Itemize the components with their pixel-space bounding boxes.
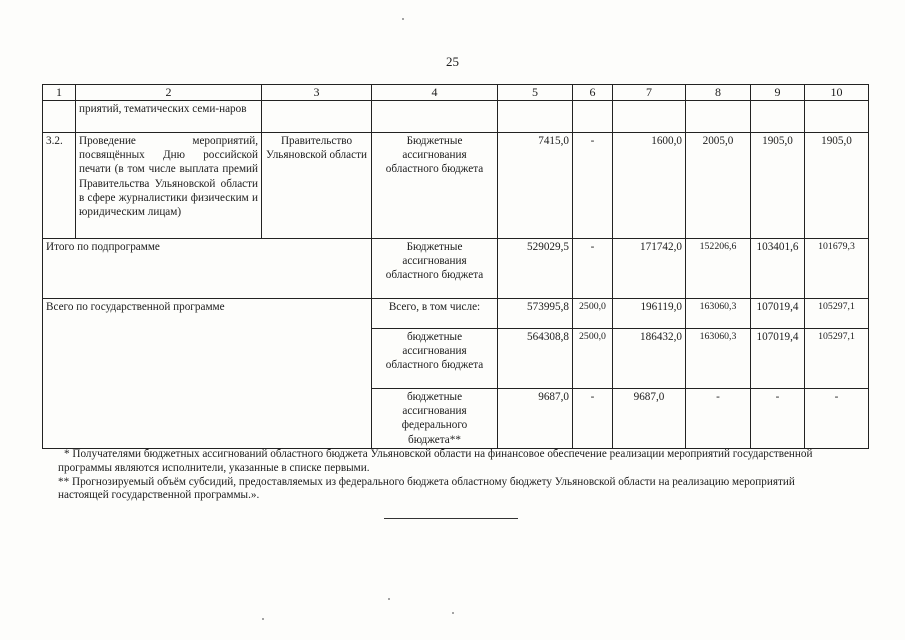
- closing-rule: [384, 518, 518, 519]
- header-cell: 1: [43, 85, 76, 101]
- header-cell: 10: [805, 85, 869, 101]
- header-cell: 8: [686, 85, 751, 101]
- value-cell: 163060,3: [686, 299, 751, 329]
- total-row: [43, 299, 869, 329]
- row-number-cell: 3.2.: [43, 133, 76, 239]
- value-cell: 163060,3: [686, 329, 751, 389]
- value-cell: 105297,1: [805, 299, 869, 329]
- value-cell: 171742,0: [613, 239, 686, 299]
- value-cell: 2500,0: [573, 329, 613, 389]
- source-cell: бюджетные ассигнования областного бюджета: [372, 329, 498, 389]
- value-cell: -: [573, 239, 613, 299]
- value-cell: [686, 101, 751, 133]
- value-cell: 152206,6: [686, 239, 751, 299]
- value-cell: 9687,0: [613, 389, 686, 449]
- source-cell: [372, 101, 498, 133]
- page-number: 25: [446, 54, 459, 69]
- value-cell: -: [751, 389, 805, 449]
- total-label: Всего по государственной программе: [43, 299, 372, 449]
- value-cell: 107019,4: [751, 299, 805, 329]
- column-number-header: [43, 85, 869, 101]
- executor-cell: Правительство Ульяновской области: [262, 133, 372, 239]
- footnotes: [58, 448, 848, 503]
- value-cell: [805, 101, 869, 133]
- header-cell: 7: [613, 85, 686, 101]
- header-cell: 3: [262, 85, 372, 101]
- header-cell: 2: [76, 85, 262, 101]
- scan-speck: [388, 598, 390, 600]
- scan-speck: [262, 618, 264, 620]
- footnote: ** Прогнозируемый объём субсидий, предоставляемых из федерального бюджета областному бюджету Ульяновской области на реализацию мероприятий настоящей государственной программы.».: [58, 475, 795, 502]
- source-cell: Бюджетные ассигнования областного бюджета: [372, 239, 498, 299]
- header-cell: 5: [498, 85, 573, 101]
- measure-name-cell: приятий, тематических семи-наров: [76, 101, 262, 133]
- footnote: * Получателями бюджетных ассигнований областного бюджета Ульяновской области на финансовое обеспечение реализации мероприятий государственной программы являются исполнители, указанные в списке первыми.: [58, 448, 813, 474]
- value-cell: 103401,6: [751, 239, 805, 299]
- source-cell: Бюджетные ассигнования областного бюджета: [372, 133, 498, 239]
- header-cell: 9: [751, 85, 805, 101]
- scan-speck: [402, 18, 404, 20]
- value-cell: 7415,0: [498, 133, 573, 239]
- continuation-row: [43, 101, 869, 133]
- subtotal-row: [43, 239, 869, 299]
- value-cell: 186432,0: [613, 329, 686, 389]
- value-cell: -: [686, 389, 751, 449]
- value-cell: [498, 101, 573, 133]
- source-cell: Всего, в том числе:: [372, 299, 498, 329]
- value-cell: 9687,0: [498, 389, 573, 449]
- executor-cell: [262, 101, 372, 133]
- value-cell: 2005,0: [686, 133, 751, 239]
- row-number-cell: [43, 101, 76, 133]
- value-cell: -: [573, 133, 613, 239]
- value-cell: [751, 101, 805, 133]
- subtotal-label: Итого по подпрограмме: [43, 239, 372, 299]
- value-cell: -: [573, 389, 613, 449]
- value-cell: 564308,8: [498, 329, 573, 389]
- value-cell: 105297,1: [805, 329, 869, 389]
- table-row: [43, 133, 869, 239]
- header-cell: 4: [372, 85, 498, 101]
- measure-name-cell: Проведение мероприятий, посвящённых Дню российской печати (в том числе выплата премий Правительства Ульяновской области в сфере журналистики физическим и юридическим лицам): [76, 133, 262, 239]
- value-cell: [613, 101, 686, 133]
- value-cell: 529029,5: [498, 239, 573, 299]
- value-cell: 1905,0: [751, 133, 805, 239]
- value-cell: [573, 101, 613, 133]
- source-cell: бюджетные ассигнования федерального бюджета**: [372, 389, 498, 449]
- value-cell: 2500,0: [573, 299, 613, 329]
- value-cell: 1905,0: [805, 133, 869, 239]
- value-cell: 573995,8: [498, 299, 573, 329]
- value-cell: -: [805, 389, 869, 449]
- value-cell: 101679,3: [805, 239, 869, 299]
- budget-table: [42, 84, 869, 449]
- value-cell: 1600,0: [613, 133, 686, 239]
- header-cell: 6: [573, 85, 613, 101]
- value-cell: 196119,0: [613, 299, 686, 329]
- scan-speck: [452, 612, 454, 614]
- value-cell: 107019,4: [751, 329, 805, 389]
